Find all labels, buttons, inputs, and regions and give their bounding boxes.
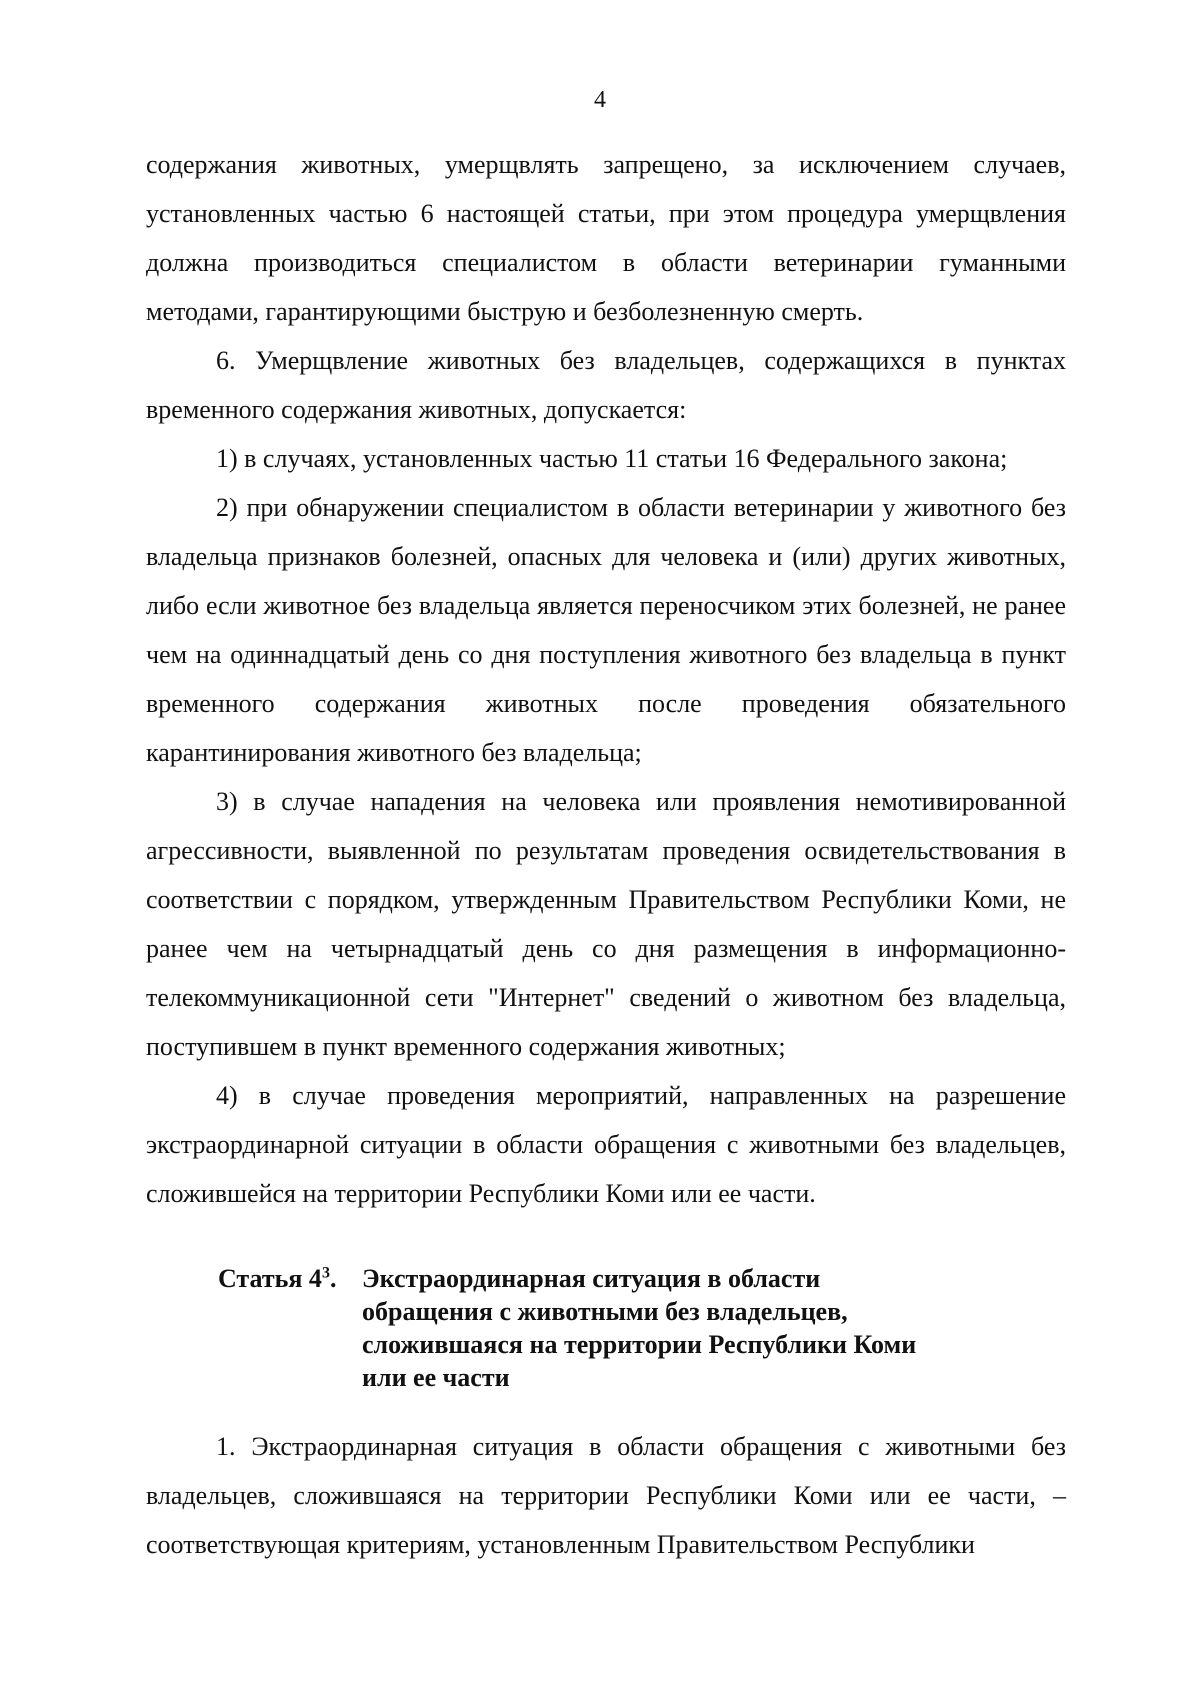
list-item-3: 3) в случае нападения на человека или проявления немотивированной агрессивности, выявленной по результатам проведения освидетельствования в соответствии с порядком, утвержденным Правительством Республики Коми, не ранее чем на четырнадцатый день со дня размещения в информационно-телекоммуникационной сети "Интернет" сведений о животном без владельца, поступившем в пункт временного содержания животных; — [146, 787, 1066, 1061]
paragraph-part-6: 6. Умерщвление животных без владельцев, содержащихся в пунктах временного содержания животных, допускается: — [146, 346, 1066, 424]
article-title-line: или ее части — [362, 1363, 510, 1392]
article-title-line: Экстраординарная ситуация в области — [362, 1264, 821, 1293]
article-title-line: сложившаяся на территории Республики Коми — [362, 1330, 917, 1359]
list-item-4: 4) в случае проведения мероприятий, направленных на разрешение экстраординарной ситуации в области обращения с животными без владельцев, сложившейся на территории Республики Коми или ее части. — [146, 1081, 1066, 1208]
document-body — [146, 140, 1066, 1218]
article-label-text: Статья 4 — [218, 1264, 322, 1293]
article-title — [362, 1262, 1038, 1394]
article-label — [218, 1262, 362, 1394]
page-number: 4 — [594, 87, 606, 113]
article-heading — [218, 1262, 1038, 1394]
list-item-2: 2) при обнаружении специалистом в области ветеринарии у животного без владельца признаков болезней, опасных для человека и (или) других животных, либо если животное без владельца является переносчиком этих болезней, не ранее чем на одиннадцатый день со дня поступления животного без владельца в пункт временного содержания животных после проведения обязательного карантинирования животного без владельца; — [146, 493, 1066, 767]
list-item-1: 1) в случаях, установленных частью 11 статьи 16 Федерального закона; — [216, 444, 1008, 473]
article-superscript: 3 — [321, 1264, 330, 1282]
article-label-suffix: . — [329, 1264, 337, 1293]
paragraph-continuation: содержания животных, умерщвлять запрещено, за исключением случаев, установленных частью 6 настоящей статьи, при этом процедура умерщвления должна производиться специалистом в области ветеринарии гуманными методами, гарантирующими быструю и безболезненную смерть. — [146, 150, 1066, 326]
article-paragraph-1: 1. Экстраординарная ситуация в области обращения с животными без владельцев, сложившаяся на территории Республики Коми или ее части, – соответствующая критериям, установленным Правительством Республики — [146, 1432, 1066, 1559]
article-body — [146, 1422, 1066, 1569]
article-title-line: обращения с животными без владельцев, — [362, 1297, 848, 1326]
